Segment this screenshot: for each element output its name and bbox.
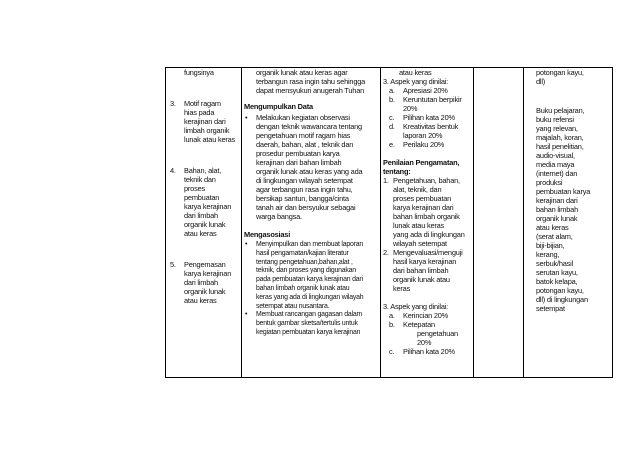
resource-line: yang relevan, [536, 124, 578, 133]
activity-lead-line: organik lunak atau keras agar [256, 68, 348, 77]
material-line: karya kerajinan [184, 269, 232, 278]
item-line: laporan 20% [403, 131, 443, 140]
item-line: alat, teknik, dan [393, 185, 442, 194]
bullet-line: bentuk gambar sketsa/tertulis untuk [256, 320, 358, 328]
bullet-line: tentang pengetahuan,bahan,alat , [256, 258, 353, 266]
associate-bullet-2 [244, 311, 379, 337]
item-marker: d. [389, 122, 395, 131]
aspect-item [389, 140, 472, 149]
material-line: lunak atau keras [184, 135, 236, 144]
item-line: proses pembuatan [393, 194, 452, 203]
material-line: kerajinan dari [184, 117, 226, 126]
item-marker: 1. [383, 176, 389, 185]
item-line: Pengetahuan, bahan, [393, 176, 460, 185]
bullet-line: pengetahuan motif ragam hias [256, 131, 351, 140]
bullet-line: pada pembuatan karya kerajinan dari [256, 276, 363, 284]
aspect-item [389, 311, 472, 320]
resource-line: majalah, koran, [536, 133, 584, 142]
material-line: dari limbah [184, 278, 218, 287]
bullet-line: kerajinan dari bahan limbah [256, 158, 342, 167]
material-line: teknik dan [184, 175, 216, 184]
bullet-line: keras yang ada di lingkungan wilayah [256, 293, 364, 301]
item-line: Apresiasi 20% [403, 86, 448, 95]
resource-line: kerang, [536, 250, 560, 259]
resource-line: dll) [536, 77, 546, 86]
section-title-associate: Mengasosiasi [244, 230, 291, 239]
bullet-line: warga bangsa. [256, 212, 302, 221]
bullet-line: hasil pengamatan/kajian literatur [256, 249, 349, 257]
resource-line: organik lunak [536, 214, 578, 223]
item-marker: a. [389, 86, 395, 95]
item-line: bahan limbah organik [393, 212, 460, 221]
assessment-lead: atau keras [399, 68, 432, 77]
material-line: organik lunak [184, 287, 226, 296]
bullet-line: Melakukan kegiatan observasi [256, 113, 350, 122]
material-line: atau keras [184, 229, 217, 238]
table-divider-2 [380, 67, 381, 377]
item-line: karya kerajinan dari [393, 203, 454, 212]
resource-line: buku refensi [536, 115, 574, 124]
material-item-number: 3. [170, 99, 176, 108]
resource-line: media maya [536, 160, 575, 169]
material-item-3 [170, 99, 240, 144]
item-line: Pilihan kata 20% [403, 113, 455, 122]
bullet-icon: • [245, 113, 248, 122]
table-divider-1 [241, 67, 242, 377]
resource-line: hasil penelitian, [536, 142, 584, 151]
material-line: Bahan, alat, [184, 166, 222, 175]
resource-line: kerajinan dari [536, 196, 578, 205]
bullet-line: setempat atau nusantara. [256, 302, 330, 310]
aspect-item [389, 86, 472, 95]
material-line: limbah organik [184, 126, 230, 135]
resource-line: potongan kayu, [536, 286, 584, 295]
item-line: Ketepatan [403, 320, 435, 329]
column-learning-resources [536, 68, 611, 313]
material-line: Motif ragam [184, 99, 221, 108]
bullet-line: di lingkungan wilayah setempat [256, 176, 353, 185]
item-line: Kerincian 20% [403, 311, 449, 320]
aspect-item [389, 347, 472, 356]
item-line: lunak atau keras [393, 221, 445, 230]
item-line: wilayah setempat [393, 239, 447, 248]
material-line: Pengemasan [184, 260, 226, 269]
material-item-number: 5. [170, 260, 176, 269]
material-item-number: 4. [170, 166, 176, 175]
item-line: hasil karya kerajinan [393, 257, 457, 266]
resource-line: serutan kayu, [536, 268, 578, 277]
resource-line: atau keras [536, 223, 569, 232]
aspect-item [389, 122, 472, 140]
resource-line: pembuatan karya [536, 187, 591, 196]
aspect-title-2: 3. Aspek yang dinilai: [383, 302, 449, 311]
table-border-left [165, 67, 166, 377]
table-divider-3 [473, 67, 474, 377]
item-marker: a. [389, 311, 395, 320]
material-line: hias pada [184, 108, 215, 117]
column-assessment [383, 68, 472, 356]
item-marker: c. [389, 347, 395, 356]
bullet-line: bahan limbah organik lunak atau [256, 284, 350, 292]
item-line: Pilihan kata 20% [403, 347, 455, 356]
item-marker: c. [389, 113, 395, 122]
table-divider-4 [523, 67, 524, 377]
bullet-line: dengan teknik wawancara tentang [256, 122, 362, 131]
item-marker: b. [389, 320, 395, 329]
material-line: proses [184, 184, 205, 193]
bullet-line: prosedur pembuatan karya [256, 149, 340, 158]
aspect-title: 3. Aspek yang dinilai: [383, 77, 449, 86]
resource-line: audio-visual, [536, 151, 575, 160]
bullet-line: daerah, bahan, alat , teknik dan [256, 140, 354, 149]
resource-line: (serat alam, [536, 232, 573, 241]
item-line: keras [393, 284, 411, 293]
column-learning-activities [244, 68, 379, 338]
item-line: yang ada di lingkungan [393, 230, 465, 239]
material-lead: fungsinya [184, 68, 214, 77]
item-line: dari bahan limbah [393, 266, 449, 275]
item-line: Kreativitas bentuk [403, 122, 459, 131]
resource-line: potongan kayu, [536, 68, 584, 77]
bullet-line: tanah air dan bersyukur sebagai [256, 203, 356, 212]
item-line: Perilaku 20% [403, 140, 445, 149]
resource-line: biji-bijian, [536, 241, 565, 250]
resource-line: produksi [536, 178, 563, 187]
observation-item-1 [383, 176, 472, 248]
item-marker: e. [389, 140, 395, 149]
collect-data-bullet [244, 113, 379, 221]
bullet-line: Menyimpulkan dan membuat laporan [256, 241, 363, 248]
resource-line: setempat [536, 304, 565, 313]
table-border-bottom [165, 377, 613, 378]
column-material [170, 68, 240, 305]
resource-line: batok kelapa, [536, 277, 578, 286]
aspect-item [389, 113, 472, 122]
item-line: pengetahuan 20% [417, 329, 458, 347]
bullet-line: organik lunak atau keras yang ada [256, 167, 363, 176]
bullet-icon: • [245, 241, 248, 248]
bullet-icon: • [245, 311, 248, 319]
material-line: atau keras [184, 296, 217, 305]
bullet-line: Membuat rancangan gagasan dalam [256, 311, 363, 319]
aspect-item [389, 320, 472, 347]
resource-line: bahan limbah [536, 205, 578, 214]
observation-item-2 [383, 248, 472, 293]
observation-title: Penilaian Pengamatan, [383, 158, 460, 167]
material-item-4 [170, 166, 240, 238]
resource-line: Buku pelajaran, [536, 106, 585, 115]
item-line: Keruntutan berpikir [403, 95, 462, 104]
material-line: pembuatan [184, 193, 220, 202]
bullet-line: kegiatan pembuatan karya kerajinan [256, 328, 361, 336]
bullet-line: bersikap santun, bangga/cinta [256, 194, 349, 203]
item-marker: 2. [383, 248, 389, 257]
bullet-line: agar terbangun rasa ingin tahu, [256, 185, 353, 194]
activity-lead-line: dapat mensyukuri anugerah Tuhan [256, 86, 365, 95]
resource-line: (internet) dan [536, 169, 578, 178]
associate-bullet-1 [244, 241, 379, 311]
item-marker: b. [389, 95, 395, 104]
resource-line: serbuk/hasil [536, 259, 574, 268]
aspect-item [389, 95, 472, 113]
section-title-collect-data: Mengumpulkan Data [244, 102, 313, 111]
material-line: dari limbah [184, 211, 218, 220]
bullet-line: teknik, dan proses yang digunakan [256, 267, 356, 275]
item-line: Mengevaluasi/menguji [393, 248, 463, 257]
material-line: karya kerajinan [184, 202, 232, 211]
item-line: organik lunak atau [393, 275, 450, 284]
table-border-right [612, 67, 613, 377]
activity-lead-line: terbangun rasa ingin tahu sehingga [256, 77, 366, 86]
material-item-5 [170, 260, 240, 305]
resource-line: dll) di lingkungan [536, 295, 588, 304]
material-line: organik lunak [184, 220, 226, 229]
observation-title: tentang: [383, 167, 411, 176]
item-line: 20% [403, 104, 418, 113]
